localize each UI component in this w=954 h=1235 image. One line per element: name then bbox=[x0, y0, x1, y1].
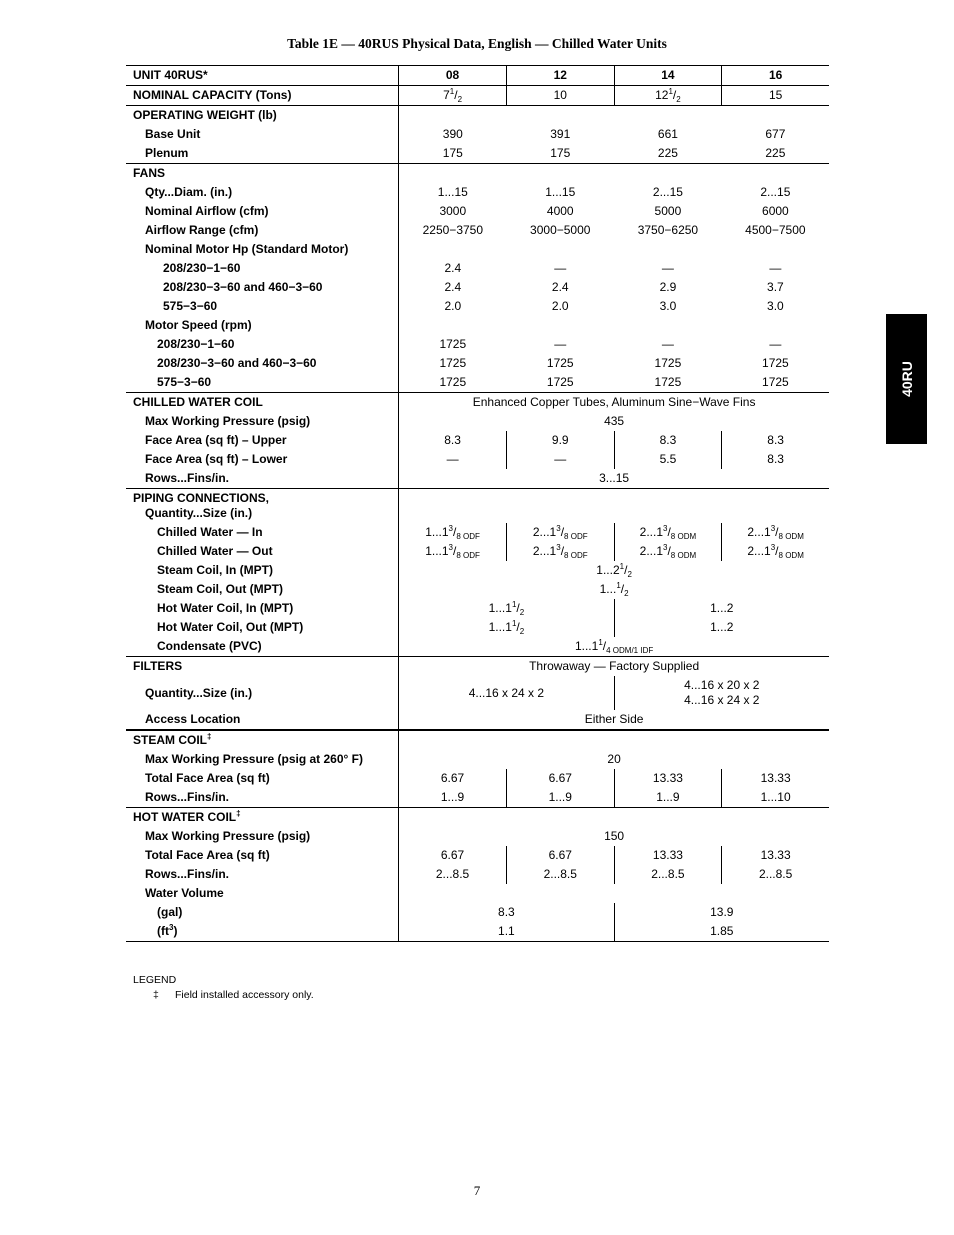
fans-airflow-row bbox=[126, 202, 829, 221]
hot-water-in-large: 1...2 bbox=[710, 601, 734, 615]
fans-hp-value: 3.0 bbox=[659, 299, 677, 313]
physical-data-table bbox=[126, 65, 829, 942]
plenum-row bbox=[126, 144, 829, 164]
chilled-coil-lower-label: Face Area (sq ft) – Lower bbox=[126, 450, 399, 469]
fans-range-12: 3000−5000 bbox=[530, 223, 591, 237]
hot-water-coil-rows-value: 2...8.5 bbox=[399, 865, 507, 884]
hot-water-coil-mwp-label: Max Working Pressure (psig) bbox=[126, 827, 399, 846]
hot-water-coil-rows-row bbox=[126, 865, 829, 884]
unit-08: 08 bbox=[399, 66, 507, 86]
fans-hp-value: 3.0 bbox=[767, 299, 784, 313]
chilled-coil-mwp-label: Max Working Pressure (psig) bbox=[126, 412, 399, 431]
filters-qty-small: 4...16 x 24 x 2 bbox=[399, 676, 614, 710]
filters-access-row bbox=[126, 710, 829, 730]
fans-range-row bbox=[126, 221, 829, 240]
water-volume-gal-small: 8.3 bbox=[399, 903, 614, 922]
steam-coil-face-row bbox=[126, 769, 829, 788]
hot-water-in-label: Hot Water Coil, In (MPT) bbox=[126, 599, 399, 618]
fans-speed-value: — bbox=[661, 337, 674, 351]
chilled-coil-header-row bbox=[126, 393, 829, 413]
fans-qty-row bbox=[126, 183, 829, 202]
footnote-mark: ‡ bbox=[153, 989, 159, 1001]
steam-coil-in-label: Steam Coil, In (MPT) bbox=[126, 561, 399, 580]
fans-header-row bbox=[126, 164, 829, 184]
chilled-coil-upper-value: 8.3 bbox=[767, 433, 784, 447]
steam-coil-rows-label: Rows...Fins/in. bbox=[126, 788, 399, 808]
fans-hp-value: 2.4 bbox=[444, 280, 462, 294]
filters-access: Either Side bbox=[584, 712, 644, 726]
chilled-coil-lower-value: — bbox=[506, 450, 614, 469]
nominal-capacity-12: 10 bbox=[506, 86, 614, 106]
steam-coil-mwp: 20 bbox=[607, 752, 621, 766]
unit-label: UNIT 40RUS* bbox=[126, 66, 399, 86]
chilled-coil-rows-label: Rows...Fins/in. bbox=[126, 469, 399, 489]
steam-coil-rows-value: 1...10 bbox=[760, 790, 791, 804]
chilled-water-out-14: $2...1^3/_{8 ODM}$ bbox=[614, 542, 722, 561]
fans-qty-08: 1...15 bbox=[437, 185, 468, 199]
unit-14: 14 bbox=[614, 66, 722, 86]
chilled-water-out-label: Chilled Water — Out bbox=[126, 542, 399, 561]
steam-coil-face-label: Total Face Area (sq ft) bbox=[126, 769, 399, 788]
fans-hp-row-label: 208/230−1−60 bbox=[126, 259, 399, 278]
base-unit-08: 390 bbox=[442, 127, 463, 141]
fans-hp-row-label: 575−3−60 bbox=[126, 297, 399, 316]
chilled-coil-lower-row bbox=[126, 450, 829, 469]
fans-speed-value: 1725 bbox=[654, 356, 682, 370]
water-volume-gal-large: 13.9 bbox=[710, 905, 734, 919]
steam-coil-out-row bbox=[126, 580, 829, 599]
fans-hp-header-row bbox=[126, 240, 829, 259]
chilled-coil-upper-value: 8.3 bbox=[399, 431, 507, 450]
steam-coil-in-value: $1...2^1/_2$ bbox=[596, 562, 632, 579]
filters-access-label: Access Location bbox=[126, 710, 399, 730]
steam-coil-rows-value: 1...9 bbox=[399, 788, 507, 808]
fans-speed-value: — bbox=[769, 337, 782, 351]
hot-water-coil-rows-value: 2...8.5 bbox=[614, 865, 722, 884]
fans-speed-value: 1725 bbox=[439, 356, 467, 370]
fans-range-08: 2250−3750 bbox=[422, 223, 484, 237]
hot-water-coil-face-value: 13.33 bbox=[760, 848, 791, 862]
steam-coil-face-value: 6.67 bbox=[506, 769, 614, 788]
condensate-row bbox=[126, 637, 829, 657]
table-header-row bbox=[126, 66, 829, 86]
fans-airflow-08: 3000 bbox=[439, 204, 467, 218]
water-volume-row bbox=[126, 884, 829, 903]
fans-speed-value: 1725 bbox=[762, 356, 789, 370]
hot-water-coil-face-value: 13.33 bbox=[614, 846, 722, 865]
chilled-water-in-label: Chilled Water — In bbox=[126, 523, 399, 542]
piping-label: PIPING CONNECTIONS, Quantity...Size (in.) bbox=[126, 489, 399, 524]
fans-speed-value: 1725 bbox=[439, 375, 467, 389]
chilled-water-in-16: $2...1^3/_{8 ODM}$ bbox=[747, 524, 804, 541]
water-volume-gal-label: (gal) bbox=[126, 903, 399, 922]
plenum-14: 225 bbox=[657, 146, 678, 160]
hot-water-coil-rows-value: 2...8.5 bbox=[506, 865, 614, 884]
steam-coil-rows-value: 1...9 bbox=[614, 788, 722, 808]
fans-speed-value: — bbox=[554, 337, 567, 351]
plenum-12: 175 bbox=[550, 146, 571, 160]
chilled-water-out-08: $1...1^3/_{8 ODF}$ bbox=[399, 542, 507, 561]
chilled-water-in-12: $2...1^3/_{8 ODF}$ bbox=[506, 523, 614, 542]
fans-qty-14: 2...15 bbox=[652, 185, 683, 199]
condensate-value: $1...1^1/_{4 ODM/1 IDF}$ bbox=[574, 638, 654, 655]
legend-footnote bbox=[133, 988, 314, 1003]
hot-water-out-large: 1...2 bbox=[710, 620, 734, 634]
chilled-coil-lower-value: 8.3 bbox=[767, 452, 784, 466]
fans-airflow-label: Nominal Airflow (cfm) bbox=[126, 202, 399, 221]
fans-hp-value: 2.4 bbox=[444, 261, 462, 275]
chilled-coil-lower-value: — bbox=[399, 450, 507, 469]
hot-water-coil-rows-value: 2...8.5 bbox=[758, 867, 793, 881]
water-volume-ft3-large: 1.85 bbox=[614, 922, 829, 942]
fans-speed-value: 1725 bbox=[439, 337, 467, 351]
chilled-coil-rows-row bbox=[126, 469, 829, 489]
hot-water-coil-label: HOT WATER COIL‡ bbox=[126, 808, 399, 828]
steam-coil-in-row bbox=[126, 561, 829, 580]
chilled-water-out-12: $2...1^3/_{8 ODF}$ bbox=[506, 542, 614, 561]
chilled-water-out-row bbox=[126, 542, 829, 561]
fans-hp-value: 3.7 bbox=[767, 280, 784, 294]
fans-hp-value: 2.9 bbox=[659, 280, 677, 294]
fans-range-label: Airflow Range (cfm) bbox=[126, 221, 399, 240]
chilled-coil-label: CHILLED WATER COIL bbox=[126, 393, 399, 413]
fans-airflow-12: 4000 bbox=[546, 204, 574, 218]
steam-coil-out-label: Steam Coil, Out (MPT) bbox=[126, 580, 399, 599]
chilled-water-out-16: $2...1^3/_{8 ODM}$ bbox=[747, 543, 804, 560]
base-unit-label: Base Unit bbox=[126, 125, 399, 144]
chilled-coil-rows: 3...15 bbox=[599, 471, 630, 485]
fans-speed-label: Motor Speed (rpm) bbox=[126, 316, 399, 335]
fans-hp-label: Nominal Motor Hp (Standard Motor) bbox=[126, 240, 399, 259]
plenum-08: 175 bbox=[442, 146, 463, 160]
fans-speed-value: 1725 bbox=[654, 375, 682, 389]
chilled-coil-upper-value: 9.9 bbox=[506, 431, 614, 450]
fans-speed-row bbox=[126, 354, 829, 373]
hot-water-coil-face-value: 6.67 bbox=[399, 846, 507, 865]
page-number: 7 bbox=[473, 1183, 481, 1198]
steam-coil-rows-row bbox=[126, 788, 829, 808]
fans-qty-12: 1...15 bbox=[545, 185, 576, 199]
hot-water-coil-face-label: Total Face Area (sq ft) bbox=[126, 846, 399, 865]
filters-header-row bbox=[126, 657, 829, 677]
unit-12: 12 bbox=[506, 66, 614, 86]
filters-desc: Throwaway — Factory Supplied bbox=[399, 657, 829, 677]
legend bbox=[133, 973, 314, 1003]
water-volume-ft3-small: 1.1 bbox=[399, 922, 614, 942]
base-unit-row bbox=[126, 125, 829, 144]
hot-water-coil-mwp: 150 bbox=[604, 829, 625, 843]
base-unit-12: 391 bbox=[550, 127, 571, 141]
fans-speed-value: 1725 bbox=[546, 375, 574, 389]
fans-hp-value: 2.0 bbox=[444, 299, 462, 313]
hot-water-in-small: $1...1^1/_2$ bbox=[399, 599, 614, 618]
nominal-capacity-14: $12^1/_2$ bbox=[614, 86, 722, 106]
hot-water-coil-face-value: 6.67 bbox=[506, 846, 614, 865]
fans-speed-value: 1725 bbox=[546, 356, 574, 370]
filters-qty-label: Quantity...Size (in.) bbox=[126, 676, 399, 710]
fans-hp-value: 2.4 bbox=[551, 280, 569, 294]
fans-hp-value: — bbox=[769, 261, 782, 275]
condensate-label: Condensate (PVC) bbox=[126, 637, 399, 657]
section-tab bbox=[886, 314, 927, 444]
fans-hp-value: 2.0 bbox=[551, 299, 569, 313]
fans-hp-value: — bbox=[554, 261, 567, 275]
chilled-coil-upper-value: 8.3 bbox=[614, 431, 722, 450]
chilled-coil-lower-value: 5.5 bbox=[614, 450, 722, 469]
fans-hp-row-label: 208/230−3−60 and 460−3−60 bbox=[126, 278, 399, 297]
piping-header-row bbox=[126, 489, 829, 524]
nominal-capacity-row bbox=[126, 86, 829, 106]
steam-coil-header-row bbox=[126, 730, 829, 750]
nominal-capacity-label: NOMINAL CAPACITY (Tons) bbox=[126, 86, 399, 106]
chilled-coil-mwp-row bbox=[126, 412, 829, 431]
fans-qty-16: 2...15 bbox=[760, 185, 791, 199]
chilled-coil-mwp: 435 bbox=[604, 414, 625, 428]
plenum-label: Plenum bbox=[126, 144, 399, 164]
operating-weight-header-row bbox=[126, 106, 829, 126]
hot-water-in-row bbox=[126, 599, 829, 618]
fans-speed-row-label: 208/230−1−60 bbox=[126, 335, 399, 354]
plenum-16: 225 bbox=[765, 146, 786, 160]
hot-water-out-row bbox=[126, 618, 829, 637]
footnote-text: Field installed accessory only. bbox=[175, 989, 314, 1001]
steam-coil-face-value: 6.67 bbox=[399, 769, 507, 788]
steam-coil-face-value: 13.33 bbox=[760, 771, 791, 785]
fans-airflow-16: 6000 bbox=[762, 204, 789, 218]
unit-16: 16 bbox=[722, 66, 829, 86]
section-tab-label: 40RU bbox=[898, 361, 915, 397]
chilled-coil-upper-row bbox=[126, 431, 829, 450]
steam-coil-face-value: 13.33 bbox=[614, 769, 722, 788]
nominal-capacity-16: 15 bbox=[722, 86, 829, 106]
water-volume-gal-row bbox=[126, 903, 829, 922]
fans-airflow-14: 5000 bbox=[654, 204, 682, 218]
fans-range-14: 3750−6250 bbox=[637, 223, 699, 237]
fans-range-16: 4500−7500 bbox=[745, 223, 806, 237]
nominal-capacity-08: $7^1/_2$ bbox=[399, 86, 507, 106]
fans-speed-row-label: 208/230−3−60 and 460−3−60 bbox=[126, 354, 399, 373]
base-unit-14: 661 bbox=[657, 127, 678, 141]
steam-coil-mwp-label: Max Working Pressure (psig at 260° F) bbox=[126, 750, 399, 769]
chilled-water-in-row bbox=[126, 523, 829, 542]
table-title: Table 1E — 40RUS Physical Data, English — Chilled Water Units bbox=[287, 36, 667, 51]
filters-qty-large: 4...16 x 20 x 2 4...16 x 24 x 2 bbox=[684, 678, 760, 707]
chilled-coil-upper-label: Face Area (sq ft) – Upper bbox=[126, 431, 399, 450]
operating-weight-label: OPERATING WEIGHT (lb) bbox=[126, 106, 399, 126]
water-volume-ft3-row bbox=[126, 922, 829, 942]
hot-water-coil-rows-label: Rows...Fins/in. bbox=[126, 865, 399, 884]
water-volume-ft3-label: $(ft^3)$ bbox=[126, 922, 399, 942]
hot-water-coil-header-row bbox=[126, 808, 829, 828]
fans-label: FANS bbox=[126, 164, 399, 184]
hot-water-out-small: $1...1^1/_2$ bbox=[399, 618, 614, 637]
fans-speed-row bbox=[126, 373, 829, 393]
fans-speed-value: 1725 bbox=[762, 375, 789, 389]
base-unit-16: 677 bbox=[765, 127, 786, 141]
chilled-water-in-08: $1...1^3/_{8 ODF}$ bbox=[399, 523, 507, 542]
steam-coil-mwp-row bbox=[126, 750, 829, 769]
chilled-water-in-14: $2...1^3/_{8 ODM}$ bbox=[614, 523, 722, 542]
legend-title: LEGEND bbox=[133, 974, 177, 986]
fans-speed-header-row bbox=[126, 316, 829, 335]
hot-water-coil-mwp-row bbox=[126, 827, 829, 846]
steam-coil-out-value: $1...^1/_2$ bbox=[599, 581, 629, 598]
fans-hp-row bbox=[126, 259, 829, 278]
chilled-coil-desc: Enhanced Copper Tubes, Aluminum Sine−Wave Fins bbox=[399, 393, 829, 413]
hot-water-out-label: Hot Water Coil, Out (MPT) bbox=[126, 618, 399, 637]
hot-water-coil-face-row bbox=[126, 846, 829, 865]
water-volume-label: Water Volume bbox=[126, 884, 399, 903]
fans-speed-row-label: 575−3−60 bbox=[126, 373, 399, 393]
fans-hp-row bbox=[126, 297, 829, 316]
steam-coil-rows-value: 1...9 bbox=[506, 788, 614, 808]
fans-hp-value: — bbox=[661, 261, 674, 275]
fans-qty-label: Qty...Diam. (in.) bbox=[126, 183, 399, 202]
filters-qty-row bbox=[126, 676, 829, 710]
filters-label: FILTERS bbox=[126, 657, 399, 677]
fans-speed-row bbox=[126, 335, 829, 354]
steam-coil-label: STEAM COIL‡ bbox=[126, 730, 399, 750]
fans-hp-row bbox=[126, 278, 829, 297]
